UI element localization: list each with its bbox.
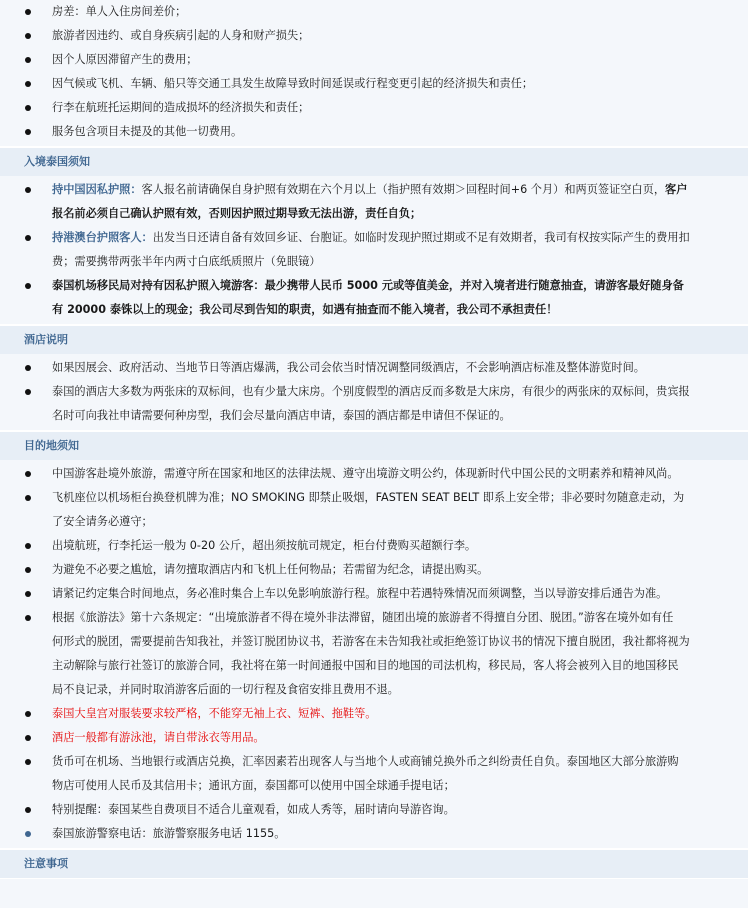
section-heading: 入境泰国须知	[0, 147, 748, 176]
bullet-icon	[25, 365, 31, 371]
list-item: 为避免不必要之尴尬，请勿擅取酒店内和飞机上任何物品；若需留为纪念，请提出购买。	[0, 558, 748, 582]
list-item: 出境航班，行李托运一般为 0-20 公斤，超出须按航司规定，柜台付费购买超额行李。	[0, 534, 748, 558]
list-item: 泰国机场移民局对持有因私护照入境游客：最少携带人民币 5000 元或等值美金，并对入境者进行随意抽查，请游客最好随身备 有 20000 泰铢以上的现金；我公司尽到告知的职责，如遇有抽查而不能入境者，我公司不承担责任！	[0, 274, 748, 322]
bullet-icon	[25, 235, 31, 241]
list-item: 特别提醒：泰国某些自费项目不适合儿童观看，如成人秀等，届时请向导游咨询。	[0, 798, 748, 822]
list-item-warning: 酒店一般都有游泳池，请自带泳衣等用品。	[0, 726, 748, 750]
bullet-icon	[25, 33, 31, 39]
list-item: 因个人原因滞留产生的费用；	[0, 48, 748, 72]
bullet-icon	[25, 615, 31, 621]
entry-list	[0, 176, 748, 324]
list-item: 因气候或飞机、车辆、船只等交通工具发生故障导致时间延误或行程变更引起的经济损失和责任；	[0, 72, 748, 96]
notes-section	[0, 849, 748, 879]
section-heading: 注意事项	[0, 849, 748, 878]
list-item: 房差：单人入住房间差价；	[0, 0, 748, 24]
bullet-icon	[25, 389, 31, 395]
bullet-icon	[25, 187, 31, 193]
exclusions-section	[0, 0, 748, 147]
bullet-icon	[25, 711, 31, 717]
bullet-icon	[25, 471, 31, 477]
list-item: 服务包含项目未提及的其他一切费用。	[0, 120, 748, 144]
bullet-icon	[25, 735, 31, 741]
entry-section	[0, 147, 748, 325]
bullet-icon	[25, 9, 31, 15]
list-item: 泰国旅游警察电话：旅游警察服务电话 1155。	[0, 822, 748, 846]
list-item: 持港澳台护照客人：出发当日还请自备有效回乡证、台胞证。如临时发现护照过期或不足有效期者，我司有权按实际产生的费用扣 费；需要携带两张半年内两寸白底纸质照片（免眼镜）	[0, 226, 748, 274]
list-item: 如果因展会、政府活动、当地节日等酒店爆满，我公司会依当时情况调整同级酒店，不会影响酒店标准及整体游览时间。	[0, 356, 748, 380]
list-item: 行李在航班托运期间的造成损坏的经济损失和责任；	[0, 96, 748, 120]
bullet-icon	[25, 543, 31, 549]
hotel-list	[0, 354, 748, 430]
bullet-icon	[25, 81, 31, 87]
list-item: 请紧记约定集合时间地点，务必准时集合上车以免影响旅游行程。旅程中若遇特殊情况而须调整，当以导游安排后通告为准。	[0, 582, 748, 606]
exclusions-list	[0, 0, 748, 146]
destination-list	[0, 460, 748, 848]
list-item-warning: 泰国大皇宫对服装要求较严格，不能穿无袖上衣、短裤、拖鞋等。	[0, 702, 748, 726]
list-item: 旅游者因违约、或自身疾病引起的人身和财产损失；	[0, 24, 748, 48]
list-item: 飞机座位以机场柜台换登机牌为准；NO SMOKING 即禁止吸烟，FASTEN SEAT BELT 即系上安全带；非必要时勿随意走动，为 了安全请务必遵守；	[0, 486, 748, 534]
bullet-icon	[25, 567, 31, 573]
bullet-icon	[25, 807, 31, 813]
hotel-section	[0, 325, 748, 431]
bullet-icon	[25, 591, 31, 597]
section-heading: 目的地须知	[0, 431, 748, 460]
bullet-icon	[25, 129, 31, 135]
bullet-icon	[25, 759, 31, 765]
bullet-icon	[25, 57, 31, 63]
list-item: 持中国因私护照：客人报名前请确保自身护照有效期在六个月以上（指护照有效期＞回程时间+6 个月）和两页签证空白页，客户 报名前必须自己确认护照有效，否则因护照过期导致无法出游，责任自负；	[0, 178, 748, 226]
passport-label: 持中国因私护照：	[52, 183, 142, 196]
list-item: 根据《旅游法》第十六条规定：“出境旅游者不得在境外非法滞留，随团出境的旅游者不得擅自分团、脱团。”游客在境外如有任 何形式的脱团，需要提前告知我社，并签订脱团协议书，若游客在未告知我社或拒绝签订协议书的情况下擅自脱团，我社都将视为 主动解除与旅行社签订的旅游合同，我社将在第一时间通报中国和目的地国的司法机构，移民局，客人将会被列入目的地国移民 局不良记录，并同时取消游客后面的一切行程及食宿安排且费用不退。	[0, 606, 748, 702]
bullet-icon	[25, 283, 31, 289]
hkmo-label: 持港澳台护照客人：	[52, 231, 153, 244]
list-item: 泰国的酒店大多数为两张床的双标间，也有少量大床房。个别度假型的酒店反而多数是大床房，有很少的两张床的双标间，贵宾报 名时可向我社申请需要何种房型，我们会尽量向酒店申请，泰国的酒店都是申请但不保证的。	[0, 380, 748, 428]
list-item: 中国游客赴境外旅游，需遵守所在国家和地区的法律法规、遵守出境游文明公约，体现新时代中国公民的文明素养和精神风尚。	[0, 462, 748, 486]
destination-section	[0, 431, 748, 849]
section-heading: 酒店说明	[0, 325, 748, 354]
list-item: 货币可在机场、当地银行或酒店兑换，汇率因素若出现客人与当地个人或商铺兑换外币之纠纷责任自负。泰国地区大部分旅游购 物店可使用人民币及其信用卡；通讯方面，泰国都可以使用中国全球通手提电话；	[0, 750, 748, 798]
bullet-icon	[25, 105, 31, 111]
bullet-icon	[25, 831, 31, 837]
bullet-icon	[25, 495, 31, 501]
